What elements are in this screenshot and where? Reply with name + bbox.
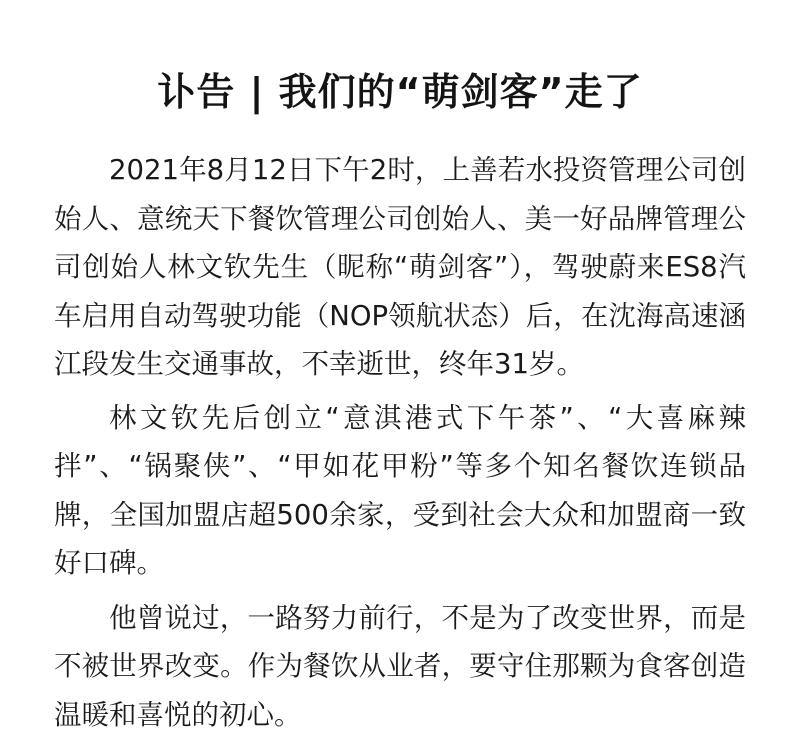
paragraph-brands: 林文钦先后创立“意淇港式下午茶”、“大喜麻辣拌”、“锅聚侠”、“甲如花甲粉”等多个知名餐饮连锁品牌，全国加盟店超500余家，受到社会大众和加盟商一致好口碑。 bbox=[54, 401, 746, 579]
article-title: 讣告 | 我们的“萌剑客”走了 bbox=[157, 70, 643, 115]
article-body bbox=[54, 146, 746, 739]
paragraph-quote: 他曾说过，一路努力前行，不是为了改变世界，而是不被世界改变。作为餐饮从业者，要守住那颗为食客创造温暖和喜悦的初心。 bbox=[54, 601, 746, 731]
paragraph-accident: 2021年8月12日下午2时，上善若水投资管理公司创始人、意统天下餐饮管理公司创始人、美一好品牌管理公司创始人林文钦先生（昵称“萌剑客”），驾驶蔚来ES8汽车启用自动驾驶功能（NOP领航状态）后，在沈海高速涵江段发生交通事故，不幸逝世，终年31岁。 bbox=[54, 154, 746, 380]
